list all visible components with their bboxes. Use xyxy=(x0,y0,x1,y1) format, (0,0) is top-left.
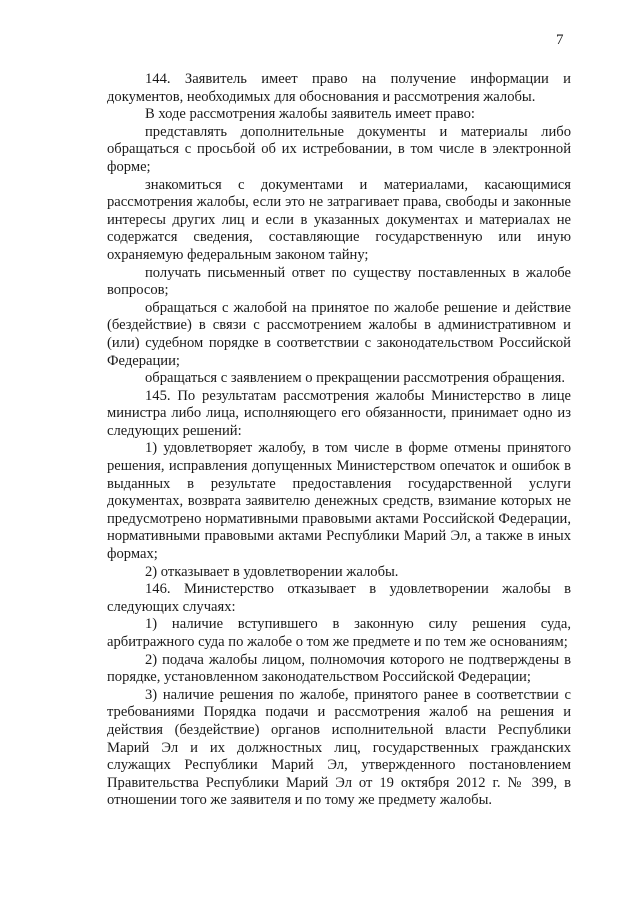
paragraph-right-review-materials: знакомиться с документами и материалами, касающимися рассмотрения жалобы, если это не затрагивает права, свободы и законные интересы других лиц и если в указанных документах и материалах не содержатся сведения, составляющие государственную или иную охраняемую федеральным законом тайну; xyxy=(107,176,571,263)
paragraph-right-written-answer: получать письменный ответ по существу поставленных в жалобе вопросов; xyxy=(107,264,571,299)
paragraph-right-terminate: обращаться с заявлением о прекращении рассмотрения обращения. xyxy=(145,370,565,387)
document-body xyxy=(107,71,571,810)
paragraph-right-appeal: обращаться с жалобой на принятое по жалобе решение и действие (бездействие) в связи с рассмотрением жалобы в административном и (или) судебном порядке в соответствии с законодательством Российской Федерации; xyxy=(107,299,571,369)
paragraph-145-decision-1: 1) удовлетворяет жалобу, в том числе в форме отмены принятого решения, исправления допущенных Министерством опечаток и ошибок в выданных в результате предоставления государственной услуги документах, возврата заявителю денежных средств, взимание которых не предусмотрено нормативными правовыми актами Российской Федерации, нормативными правовыми актами Республики Марий Эл, а также в иных формах; xyxy=(107,440,571,563)
paragraph-146-case-3: 3) наличие решения по жалобе, принятого ранее в соответствии с требованиями Порядка подачи и рассмотрения жалоб на решения и действия (бездействие) органов исполнительной власти Республики Марий Эл и их должностных лиц, государственных гражданских служащих Республики Марий Эл, утвержденного постановлением Правительства Республики Марий Эл от 19 октября 2012 г. № 399, в отношении того же заявителя и по тому же предмету жалобы. xyxy=(107,686,571,809)
page-number: 7 xyxy=(556,32,564,48)
paragraph-applicant-rights-intro: В ходе рассмотрения жалобы заявитель имеет право: xyxy=(145,106,475,123)
paragraph-144: 144. Заявитель имеет право на получение информации и документов, необходимых для обоснования и рассмотрения жалобы. xyxy=(107,71,571,105)
paragraph-146-case-1: 1) наличие вступившего в законную силу решения суда, арбитражного суда по жалобе о том же предмете и по тем же основаниям; xyxy=(107,616,571,650)
paragraph-right-submit-documents: представлять дополнительные документы и материалы либо обращаться с просьбой об их истребовании, в том числе в электронной форме; xyxy=(107,123,571,175)
paragraph-145-decision-2: 2) отказывает в удовлетворении жалобы. xyxy=(145,563,399,580)
paragraph-146: 146. Министерство отказывает в удовлетворении жалобы в следующих случаях: xyxy=(107,581,571,615)
paragraph-146-case-2: 2) подача жалобы лицом, полномочия которого не подтверждены в порядке, установленном законодательством Российской Федерации; xyxy=(107,651,571,686)
paragraph-145: 145. По результатам рассмотрения жалобы Министерство в лице министра либо лица, исполняющего его обязанности, принимает одно из следующих решений: xyxy=(107,387,571,439)
